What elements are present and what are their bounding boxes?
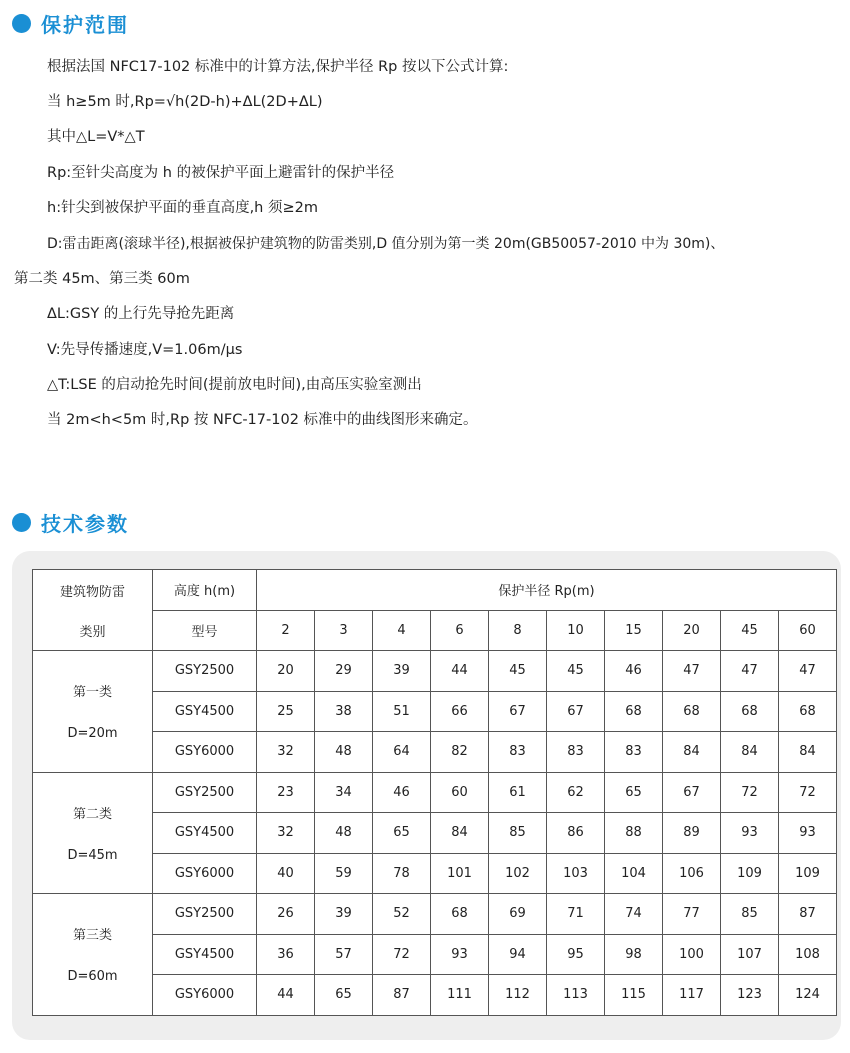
radius-value-cell: 95 xyxy=(547,934,605,975)
radius-value-cell: 100 xyxy=(663,934,721,975)
radius-value-cell: 89 xyxy=(663,813,721,854)
radius-value-cell: 113 xyxy=(547,975,605,1016)
category-cell xyxy=(33,772,153,894)
radius-value-cell: 59 xyxy=(315,853,373,894)
radius-value-cell: 65 xyxy=(373,813,431,854)
radius-value-cell: 72 xyxy=(779,772,837,813)
header-radius: 保护半径 Rp(m) xyxy=(257,570,837,611)
header-category-top: 建筑物防雷 xyxy=(33,570,153,611)
radius-value-cell: 64 xyxy=(373,732,431,773)
radius-value-cell: 94 xyxy=(489,934,547,975)
category-cell xyxy=(33,894,153,1016)
radius-value-cell: 106 xyxy=(663,853,721,894)
radius-value-cell: 72 xyxy=(721,772,779,813)
paragraph-line: 根据法国 NFC17-102 标准中的计算方法,保护半径 Rp 按以下公式计算: xyxy=(47,59,509,75)
paragraph-line: △T:LSE 的启动抢先时间(提前放电时间),由高压实验室测出 xyxy=(47,377,422,393)
radius-value-cell: 68 xyxy=(605,691,663,732)
radius-value-cell: 23 xyxy=(257,772,315,813)
radius-value-cell: 61 xyxy=(489,772,547,813)
radius-value-cell: 68 xyxy=(721,691,779,732)
category-cell xyxy=(33,651,153,773)
radius-value-cell: 93 xyxy=(779,813,837,854)
model-cell: GSY6000 xyxy=(153,853,257,894)
radius-value-cell: 93 xyxy=(431,934,489,975)
radius-value-cell: 87 xyxy=(779,894,837,935)
model-cell: GSY2500 xyxy=(153,894,257,935)
paragraph-line: 第二类 45m、第三类 60m xyxy=(14,271,190,287)
paragraph-line: 其中△L=V*△T xyxy=(47,129,145,145)
header-model: 型号 xyxy=(153,610,257,651)
radius-value-cell: 47 xyxy=(663,651,721,692)
radius-value-cell: 93 xyxy=(721,813,779,854)
radius-value-cell: 86 xyxy=(547,813,605,854)
radius-value-cell: 40 xyxy=(257,853,315,894)
radius-value-cell: 46 xyxy=(605,651,663,692)
bullet-dot-icon xyxy=(12,14,31,33)
paragraph-line: 当 h≥5m 时,Rp=√h(2D-h)+ΔL(2D+ΔL) xyxy=(47,94,323,110)
paragraph-line: D:雷击距离(滚球半径),根据被保护建筑物的防雷类别,D 值分别为第一类 20m(GB50057-2010 中为 30m)、 xyxy=(47,236,725,252)
radius-value-cell: 69 xyxy=(489,894,547,935)
radius-value-cell: 52 xyxy=(373,894,431,935)
radius-value-cell: 39 xyxy=(315,894,373,935)
section-heading-technical-params xyxy=(12,509,129,535)
bullet-dot-icon xyxy=(12,513,31,532)
radius-value-cell: 65 xyxy=(315,975,373,1016)
section-title: 技术参数 xyxy=(41,511,129,536)
header-height-value: 10 xyxy=(547,610,605,651)
paragraph-line: ΔL:GSY 的上行先导抢先距离 xyxy=(47,306,235,322)
header-height-value: 45 xyxy=(721,610,779,651)
paragraph-line: Rp:至针尖高度为 h 的被保护平面上避雷针的保护半径 xyxy=(47,165,395,181)
radius-value-cell: 57 xyxy=(315,934,373,975)
header-height: 高度 h(m) xyxy=(153,570,257,611)
paragraph-line: h:针尖到被保护平面的垂直高度,h 须≥2m xyxy=(47,200,318,216)
radius-value-cell: 107 xyxy=(721,934,779,975)
radius-value-cell: 38 xyxy=(315,691,373,732)
radius-value-cell: 32 xyxy=(257,813,315,854)
model-cell: GSY4500 xyxy=(153,934,257,975)
category-d-value: D=60m xyxy=(67,969,118,985)
radius-value-cell: 88 xyxy=(605,813,663,854)
radius-value-cell: 36 xyxy=(257,934,315,975)
model-cell: GSY4500 xyxy=(153,813,257,854)
table-row xyxy=(33,975,837,1016)
table-row xyxy=(33,691,837,732)
radius-value-cell: 74 xyxy=(605,894,663,935)
radius-value-cell: 82 xyxy=(431,732,489,773)
model-cell: GSY4500 xyxy=(153,691,257,732)
radius-value-cell: 32 xyxy=(257,732,315,773)
radius-value-cell: 83 xyxy=(489,732,547,773)
header-height-value: 15 xyxy=(605,610,663,651)
radius-value-cell: 44 xyxy=(257,975,315,1016)
category-name: 第二类 xyxy=(72,806,112,822)
radius-value-cell: 45 xyxy=(489,651,547,692)
header-height-value: 3 xyxy=(315,610,373,651)
radius-value-cell: 26 xyxy=(257,894,315,935)
model-cell: GSY2500 xyxy=(153,772,257,813)
radius-value-cell: 123 xyxy=(721,975,779,1016)
header-category-bottom: 类别 xyxy=(33,610,153,651)
radius-value-cell: 68 xyxy=(663,691,721,732)
radius-value-cell: 66 xyxy=(431,691,489,732)
header-height-value: 20 xyxy=(663,610,721,651)
header-height-value: 60 xyxy=(779,610,837,651)
radius-value-cell: 101 xyxy=(431,853,489,894)
table-row xyxy=(33,772,837,813)
radius-value-cell: 102 xyxy=(489,853,547,894)
radius-value-cell: 46 xyxy=(373,772,431,813)
protection-radius-table xyxy=(32,569,837,1016)
paragraph-line: 当 2m<h<5m 时,Rp 按 NFC-17-102 标准中的曲线图形来确定。 xyxy=(47,412,478,428)
radius-value-cell: 47 xyxy=(721,651,779,692)
radius-value-cell: 65 xyxy=(605,772,663,813)
category-d-value: D=20m xyxy=(67,726,118,742)
table-row xyxy=(33,894,837,935)
radius-value-cell: 109 xyxy=(721,853,779,894)
radius-value-cell: 67 xyxy=(489,691,547,732)
radius-value-cell: 39 xyxy=(373,651,431,692)
radius-value-cell: 85 xyxy=(489,813,547,854)
radius-value-cell: 25 xyxy=(257,691,315,732)
radius-value-cell: 84 xyxy=(721,732,779,773)
radius-value-cell: 68 xyxy=(431,894,489,935)
table-row xyxy=(33,853,837,894)
radius-value-cell: 87 xyxy=(373,975,431,1016)
radius-value-cell: 78 xyxy=(373,853,431,894)
model-cell: GSY6000 xyxy=(153,732,257,773)
section-heading-protection-range xyxy=(12,10,129,36)
radius-value-cell: 72 xyxy=(373,934,431,975)
radius-value-cell: 60 xyxy=(431,772,489,813)
radius-value-cell: 44 xyxy=(431,651,489,692)
radius-value-cell: 104 xyxy=(605,853,663,894)
model-cell: GSY6000 xyxy=(153,975,257,1016)
header-height-value: 2 xyxy=(257,610,315,651)
radius-value-cell: 47 xyxy=(779,651,837,692)
category-name: 第一类 xyxy=(72,685,112,701)
radius-value-cell: 29 xyxy=(315,651,373,692)
radius-value-cell: 109 xyxy=(779,853,837,894)
radius-value-cell: 48 xyxy=(315,813,373,854)
radius-value-cell: 103 xyxy=(547,853,605,894)
table-row xyxy=(33,651,837,692)
category-name: 第三类 xyxy=(72,928,112,944)
radius-value-cell: 20 xyxy=(257,651,315,692)
radius-value-cell: 51 xyxy=(373,691,431,732)
radius-value-cell: 68 xyxy=(779,691,837,732)
radius-value-cell: 67 xyxy=(547,691,605,732)
radius-value-cell: 77 xyxy=(663,894,721,935)
radius-value-cell: 111 xyxy=(431,975,489,1016)
radius-value-cell: 84 xyxy=(431,813,489,854)
radius-value-cell: 71 xyxy=(547,894,605,935)
header-height-value: 4 xyxy=(373,610,431,651)
radius-value-cell: 124 xyxy=(779,975,837,1016)
radius-value-cell: 83 xyxy=(605,732,663,773)
section-title: 保护范围 xyxy=(41,12,129,37)
radius-value-cell: 117 xyxy=(663,975,721,1016)
radius-value-cell: 84 xyxy=(663,732,721,773)
model-cell: GSY2500 xyxy=(153,651,257,692)
radius-value-cell: 112 xyxy=(489,975,547,1016)
table-row xyxy=(33,934,837,975)
radius-value-cell: 34 xyxy=(315,772,373,813)
header-height-value: 8 xyxy=(489,610,547,651)
radius-value-cell: 98 xyxy=(605,934,663,975)
category-d-value: D=45m xyxy=(67,847,118,863)
radius-value-cell: 84 xyxy=(779,732,837,773)
radius-value-cell: 108 xyxy=(779,934,837,975)
radius-value-cell: 83 xyxy=(547,732,605,773)
radius-value-cell: 115 xyxy=(605,975,663,1016)
paragraph-line: V:先导传播速度,V=1.06m/μs xyxy=(47,342,243,358)
header-height-value: 6 xyxy=(431,610,489,651)
table-header-row xyxy=(33,570,837,611)
radius-value-cell: 67 xyxy=(663,772,721,813)
radius-value-cell: 85 xyxy=(721,894,779,935)
radius-value-cell: 48 xyxy=(315,732,373,773)
radius-value-cell: 62 xyxy=(547,772,605,813)
radius-value-cell: 45 xyxy=(547,651,605,692)
table-row xyxy=(33,813,837,854)
table-row xyxy=(33,732,837,773)
table-header-row xyxy=(33,610,837,651)
